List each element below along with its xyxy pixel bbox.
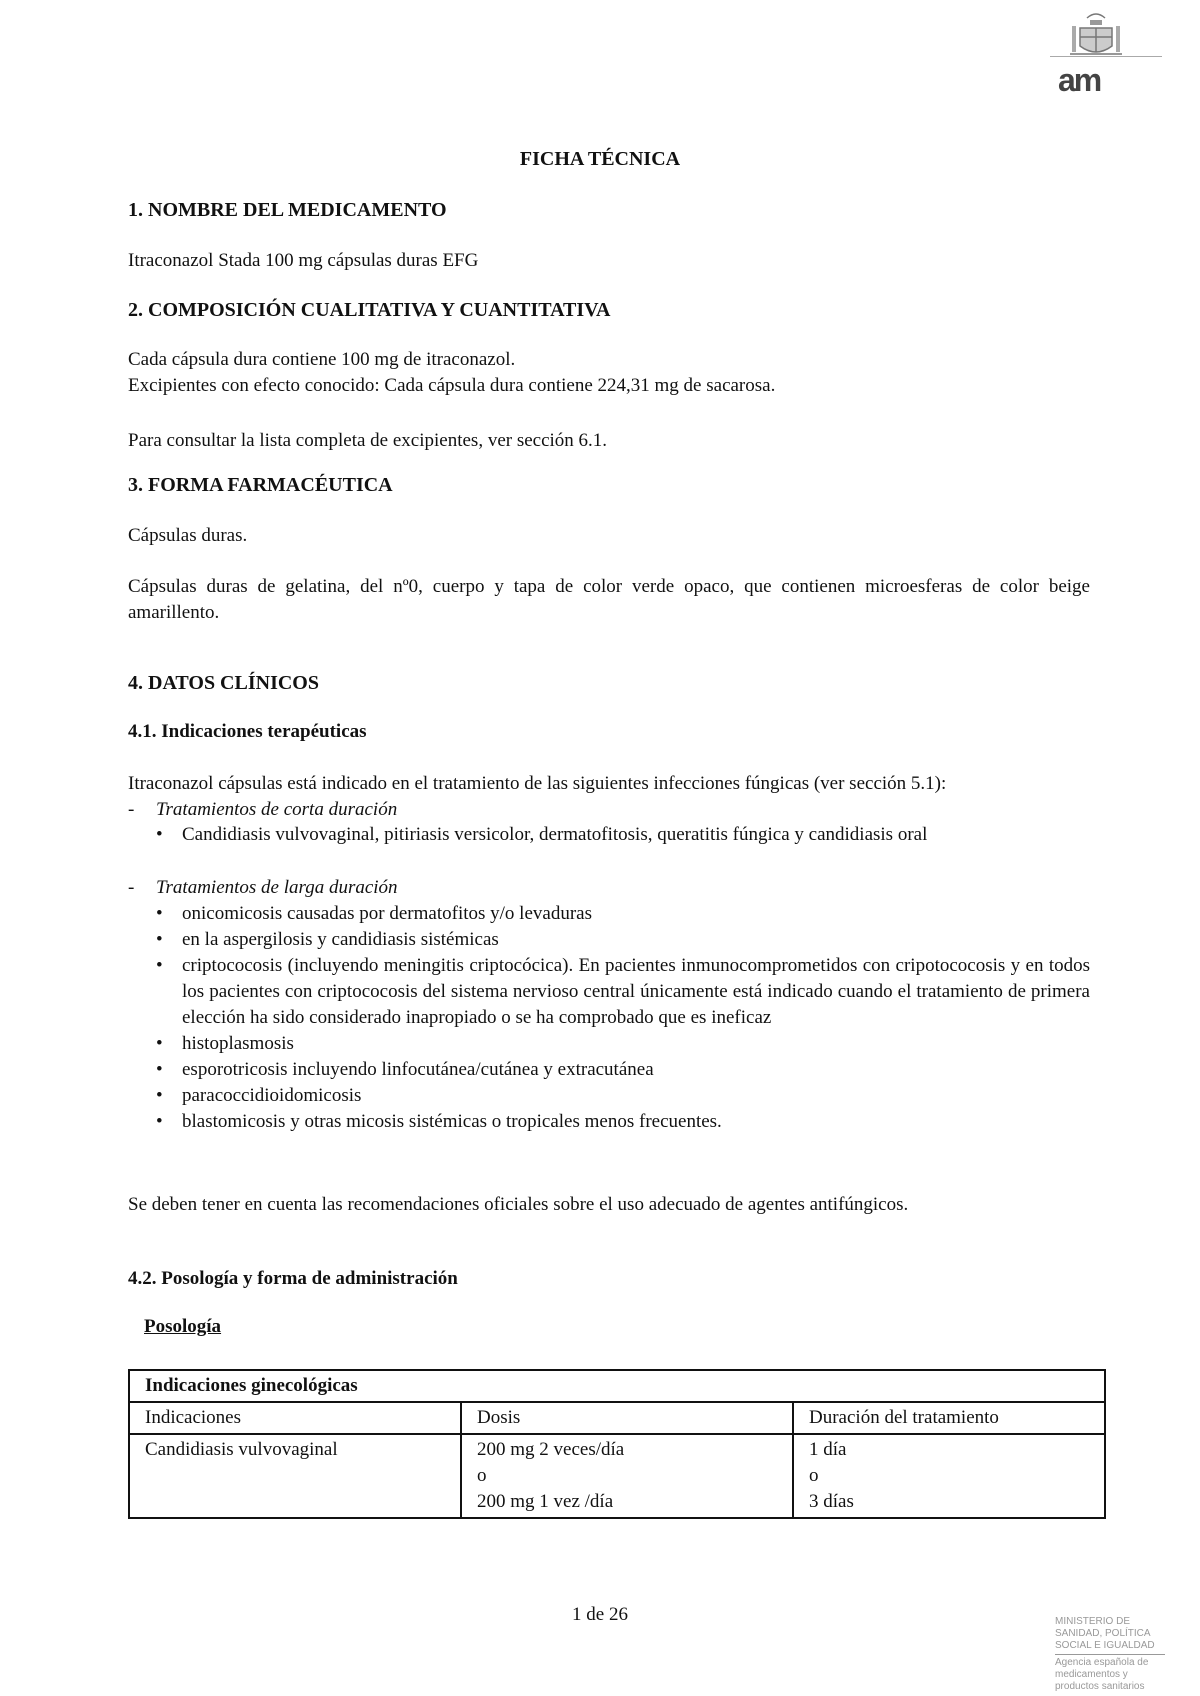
- list-item: • onicomicosis causadas por dermatofitos y/o levaduras: [156, 901, 1090, 927]
- table-header-dose: Dosis: [461, 1402, 793, 1434]
- ministry-line: MINISTERIO DE: [1055, 1616, 1131, 1627]
- short-treatment-list: [156, 822, 1090, 848]
- long-treatment-list: [156, 901, 1090, 1135]
- dosage-form: Cápsulas duras.: [128, 525, 248, 546]
- page-number: 1 de 26: [572, 1604, 628, 1625]
- ministry-divider: [1055, 1654, 1165, 1655]
- section-4-heading: 4. DATOS CLÍNICOS: [128, 672, 319, 694]
- duration-line: 1 día: [809, 1439, 847, 1460]
- table-title: Indicaciones ginecológicas: [129, 1370, 1105, 1402]
- short-treatment-label: - Tratamientos de corta duración: [128, 799, 398, 820]
- ministry-logo: [1055, 1616, 1165, 1693]
- gynecological-dosage-table: [128, 1369, 1106, 1519]
- section-1-heading: 1. NOMBRE DEL MEDICAMENTO: [128, 199, 447, 221]
- section-2-heading: 2. COMPOSICIÓN CUALITATIVA Y CUANTITATIVA: [128, 299, 611, 321]
- list-item: • blastomicosis y otras micosis sistémicas o tropicales menos frecuentes.: [156, 1109, 1090, 1135]
- agency-line: medicamentos y: [1055, 1669, 1128, 1680]
- list-item: • en la aspergilosis y candidiasis sistémicas: [156, 927, 1090, 953]
- table-header-indications: Indicaciones: [129, 1402, 461, 1434]
- agency-line: Agencia española de: [1055, 1657, 1149, 1668]
- header-rule: [1050, 56, 1162, 57]
- composition-line: Cada cápsula dura contiene 100 mg de itraconazol.: [128, 349, 516, 370]
- row-duration: [793, 1434, 1105, 1518]
- table-row: [129, 1434, 1105, 1518]
- ministry-line: SOCIAL E IGUALDAD: [1055, 1640, 1155, 1651]
- duration-line: 3 días: [809, 1491, 854, 1512]
- table-header-duration: Duración del tratamiento: [793, 1402, 1105, 1434]
- list-item: • histoplasmosis: [156, 1031, 1090, 1057]
- section-4-2-heading: 4.2. Posología y forma de administración: [128, 1268, 458, 1289]
- row-dose: [461, 1434, 793, 1518]
- excipients-line: Excipientes con efecto conocido: Cada cápsula dura contiene 224,31 mg de sacarosa.: [128, 375, 776, 396]
- excipients-reference: Para consultar la lista completa de excipientes, ver sección 6.1.: [128, 430, 608, 451]
- antifungal-recommendation: Se deben tener en cuenta las recomendaciones oficiales sobre el uso adecuado de agentes antifúngicos.: [128, 1194, 909, 1215]
- indications-intro: Itraconazol cápsulas está indicado en el tratamiento de las siguientes infecciones fúngicas (ver sección 5.1):: [128, 773, 947, 794]
- duration-line: o: [809, 1465, 819, 1486]
- posologia-heading: Posología: [144, 1316, 222, 1337]
- section-3-heading: 3. FORMA FARMACÉUTICA: [128, 474, 393, 496]
- dose-line: o: [477, 1465, 487, 1486]
- dose-line: 200 mg 1 vez /día: [477, 1491, 614, 1512]
- agency-logo: am: [1058, 62, 1101, 98]
- long-treatment-label: - Tratamientos de larga duración: [128, 877, 398, 898]
- dose-line: 200 mg 2 veces/día: [477, 1439, 625, 1460]
- list-item: • esporotricosis incluyendo linfocutánea/cutánea y extracutánea: [156, 1057, 1090, 1083]
- list-item: • paracoccidioidomicosis: [156, 1083, 1090, 1109]
- capsule-description: Cápsulas duras de gelatina, del nº0, cuerpo y tapa de color verde opaco, que contienen microesferas de color beige amarillento.: [128, 576, 1090, 623]
- ministry-line: SANIDAD, POLÍTICA: [1055, 1628, 1151, 1639]
- agency-line: productos sanitarios: [1055, 1681, 1145, 1692]
- row-indication: Candidiasis vulvovaginal: [129, 1434, 461, 1518]
- page-title: FICHA TÉCNICA: [519, 148, 681, 170]
- section-4-1-heading: 4.1. Indicaciones terapéuticas: [128, 721, 367, 742]
- list-item: • Candidiasis vulvovaginal, pitiriasis versicolor, dermatofitosis, queratitis fúngica y candidiasis oral: [156, 822, 1090, 848]
- list-item: • criptococosis (incluyendo meningitis criptocócica). En pacientes inmunocomprometidos con cripotococosis y en todos los pacientes con criptococosis del sistema nervioso central únicamente está indicado cuando el tratamiento de primera elección ha sido considerado inapropiado o se ha comprobado que es ineficaz: [156, 953, 1090, 1031]
- section-1-text: Itraconazol Stada 100 mg cápsulas duras EFG: [128, 250, 479, 271]
